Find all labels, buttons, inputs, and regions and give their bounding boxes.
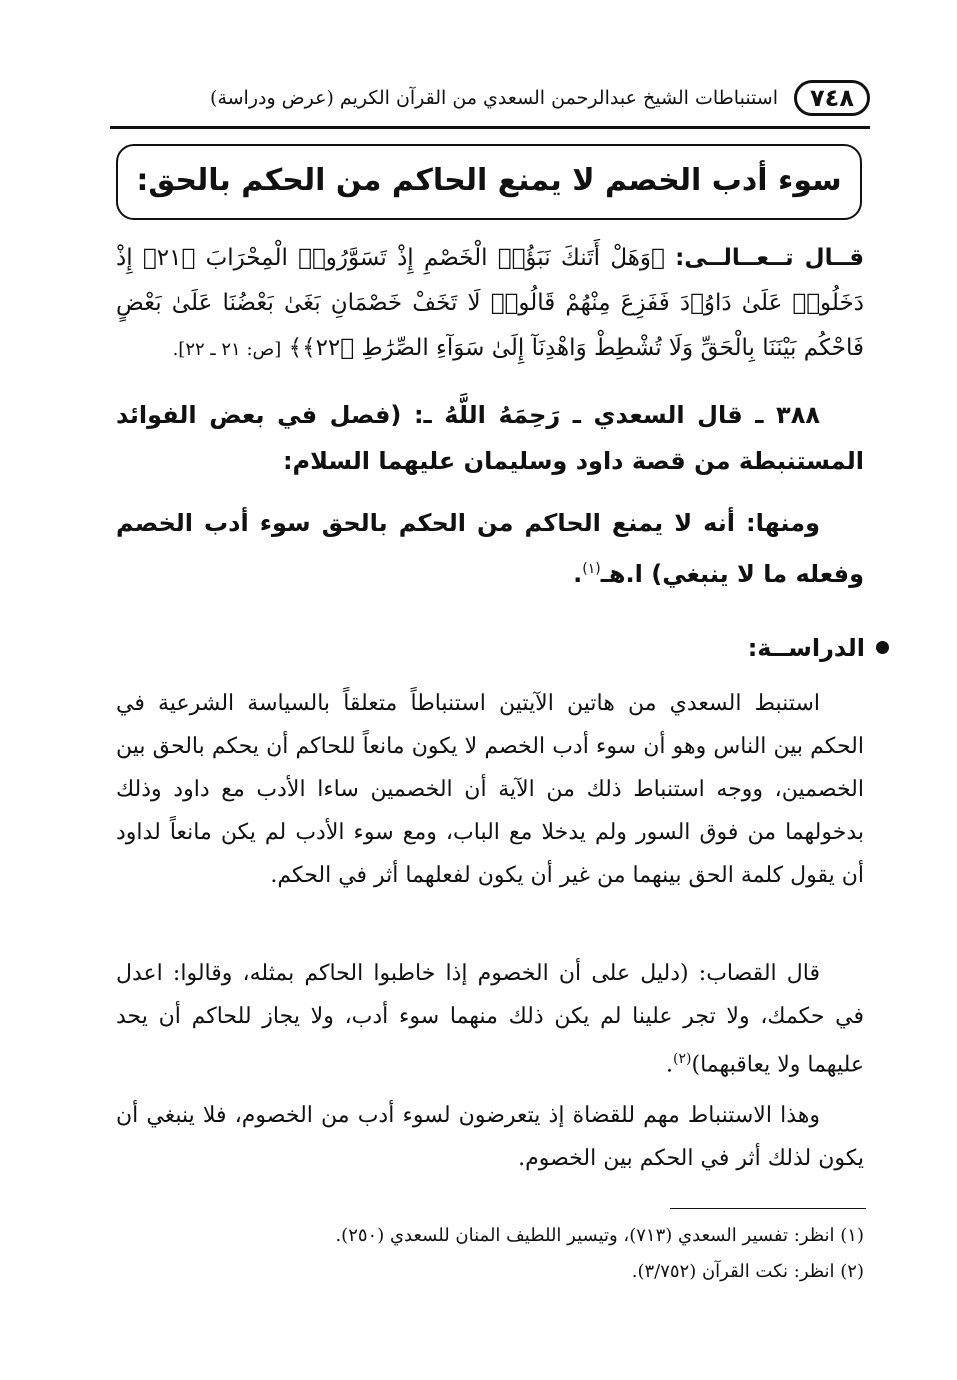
verse-lead: قــال تــعــالــى: <box>675 245 865 271</box>
footnote-2: (٢) انظر: نكت القرآن (٣/٧٥٢). <box>631 1261 864 1282</box>
footnote-1: (١) انظر: تفسير السعدي (٧١٣)، وتيسير اللطيف المنان للسعدي (٢٥٠). <box>335 1225 864 1246</box>
footnotes <box>116 1218 864 1290</box>
minha-text: ومنها: أنه لا يمنع الحاكم من الحكم بالحق سوء أدب الخصم وفعله ما لا ينبغي) ا.هـ <box>116 509 864 588</box>
header-rule <box>110 126 870 129</box>
paragraph-1: استنبط السعدي من هاتين الآيتين استنباطاً متعلقاً بالسياسة الشرعية في الحكم بين الناس وهو أن سوء أدب الخصم لا يكون مانعاً للحاكم أن يحكم بالحق بين الخصمين، ووجه استنباط ذلك من الآية أن الخصمين ساءا الأدب مع داود وذلك بدخولهما من فوق السور ولم يدخلا مع الباب، ومع سوء الأدب لم يكن مانعاً لداود أن يقول كلمة الحق بينهما من غير أن يكون لفعلهما أثر في الحكم. <box>116 691 864 888</box>
study-heading-text: الدراســة: <box>747 634 865 662</box>
minha-end: . <box>573 560 583 588</box>
footnote-marker-1: (١) <box>582 561 601 577</box>
quote-388: ٣٨٨ ـ قال السعدي ـ رَحِمَهُ اللَّهُ ـ: (فصل في بعض الفوائد المستنبطة من قصة داود وسليمان عليهما السلام: <box>116 401 864 475</box>
section-title: سوء أدب الخصم لا يمنع الحاكم من الحكم بالحق: <box>136 163 842 198</box>
study-heading <box>748 628 865 668</box>
page-header <box>110 76 870 124</box>
verse-text: ﴿وَهَلْ أَتَنكَ نَبَؤُا۟ الْخَصْمِ إِذْ تَسَوَّرُوا۟ الْمِحْرَابَ ﴿٢١﴾ إِذْ دَخَلُوا۟ عَلَىٰ دَاوُۥدَ فَفَزِعَ مِنْهُمْ قَالُوا۟ لَا تَخَفْ خَصْمَانِ بَغَىٰ بَعْضُنَا عَلَىٰ بَعْضٍ فَاحْكُم بَيْنَنَا بِالْحَقِّ وَلَا تُشْطِطْ وَاهْدِنَآ إِلَىٰ سَوَآءِ الصِّرَٰطِ ﴿٢٢﴾﴾ <box>116 245 864 361</box>
paragraph-3: وهذا الاستنباط مهم للقضاة إذ يتعرضون لسوء أدب من الخصوم، فلا ينبغي أن يكون لذلك أثر في الحكم بين الخصوم. <box>116 1103 864 1171</box>
minha-paragraph <box>116 500 864 597</box>
paragraph-2-end: . <box>666 1052 674 1078</box>
paragraph-2-text: قال القصاب: (دليل على أن الخصوم إذا خاطبوا الحاكم بمثله، وقالوا: اعدل في حكمك، ولا تجر علينا لم يكن ذلك منهما سوء أدب، ولا يجاز للحاكم أن يحد عليهما ولا يعاقبهما) <box>116 961 864 1078</box>
page-number-badge: ٧٤٨ <box>794 80 870 116</box>
running-title: استنباطات الشيخ عبدالرحمن السعدي من القرآن الكريم (عرض ودراسة) <box>210 87 778 109</box>
quran-verse-paragraph <box>116 236 864 372</box>
footnote-marker-2: (٢) <box>673 1051 692 1067</box>
paragraph-2 <box>116 952 864 1086</box>
section-title-box <box>116 144 862 220</box>
footnote-rule <box>670 1208 866 1209</box>
verse-reference: [ص: ٢١ ـ ٢٢]. <box>172 339 282 360</box>
bullet-icon <box>876 641 889 654</box>
